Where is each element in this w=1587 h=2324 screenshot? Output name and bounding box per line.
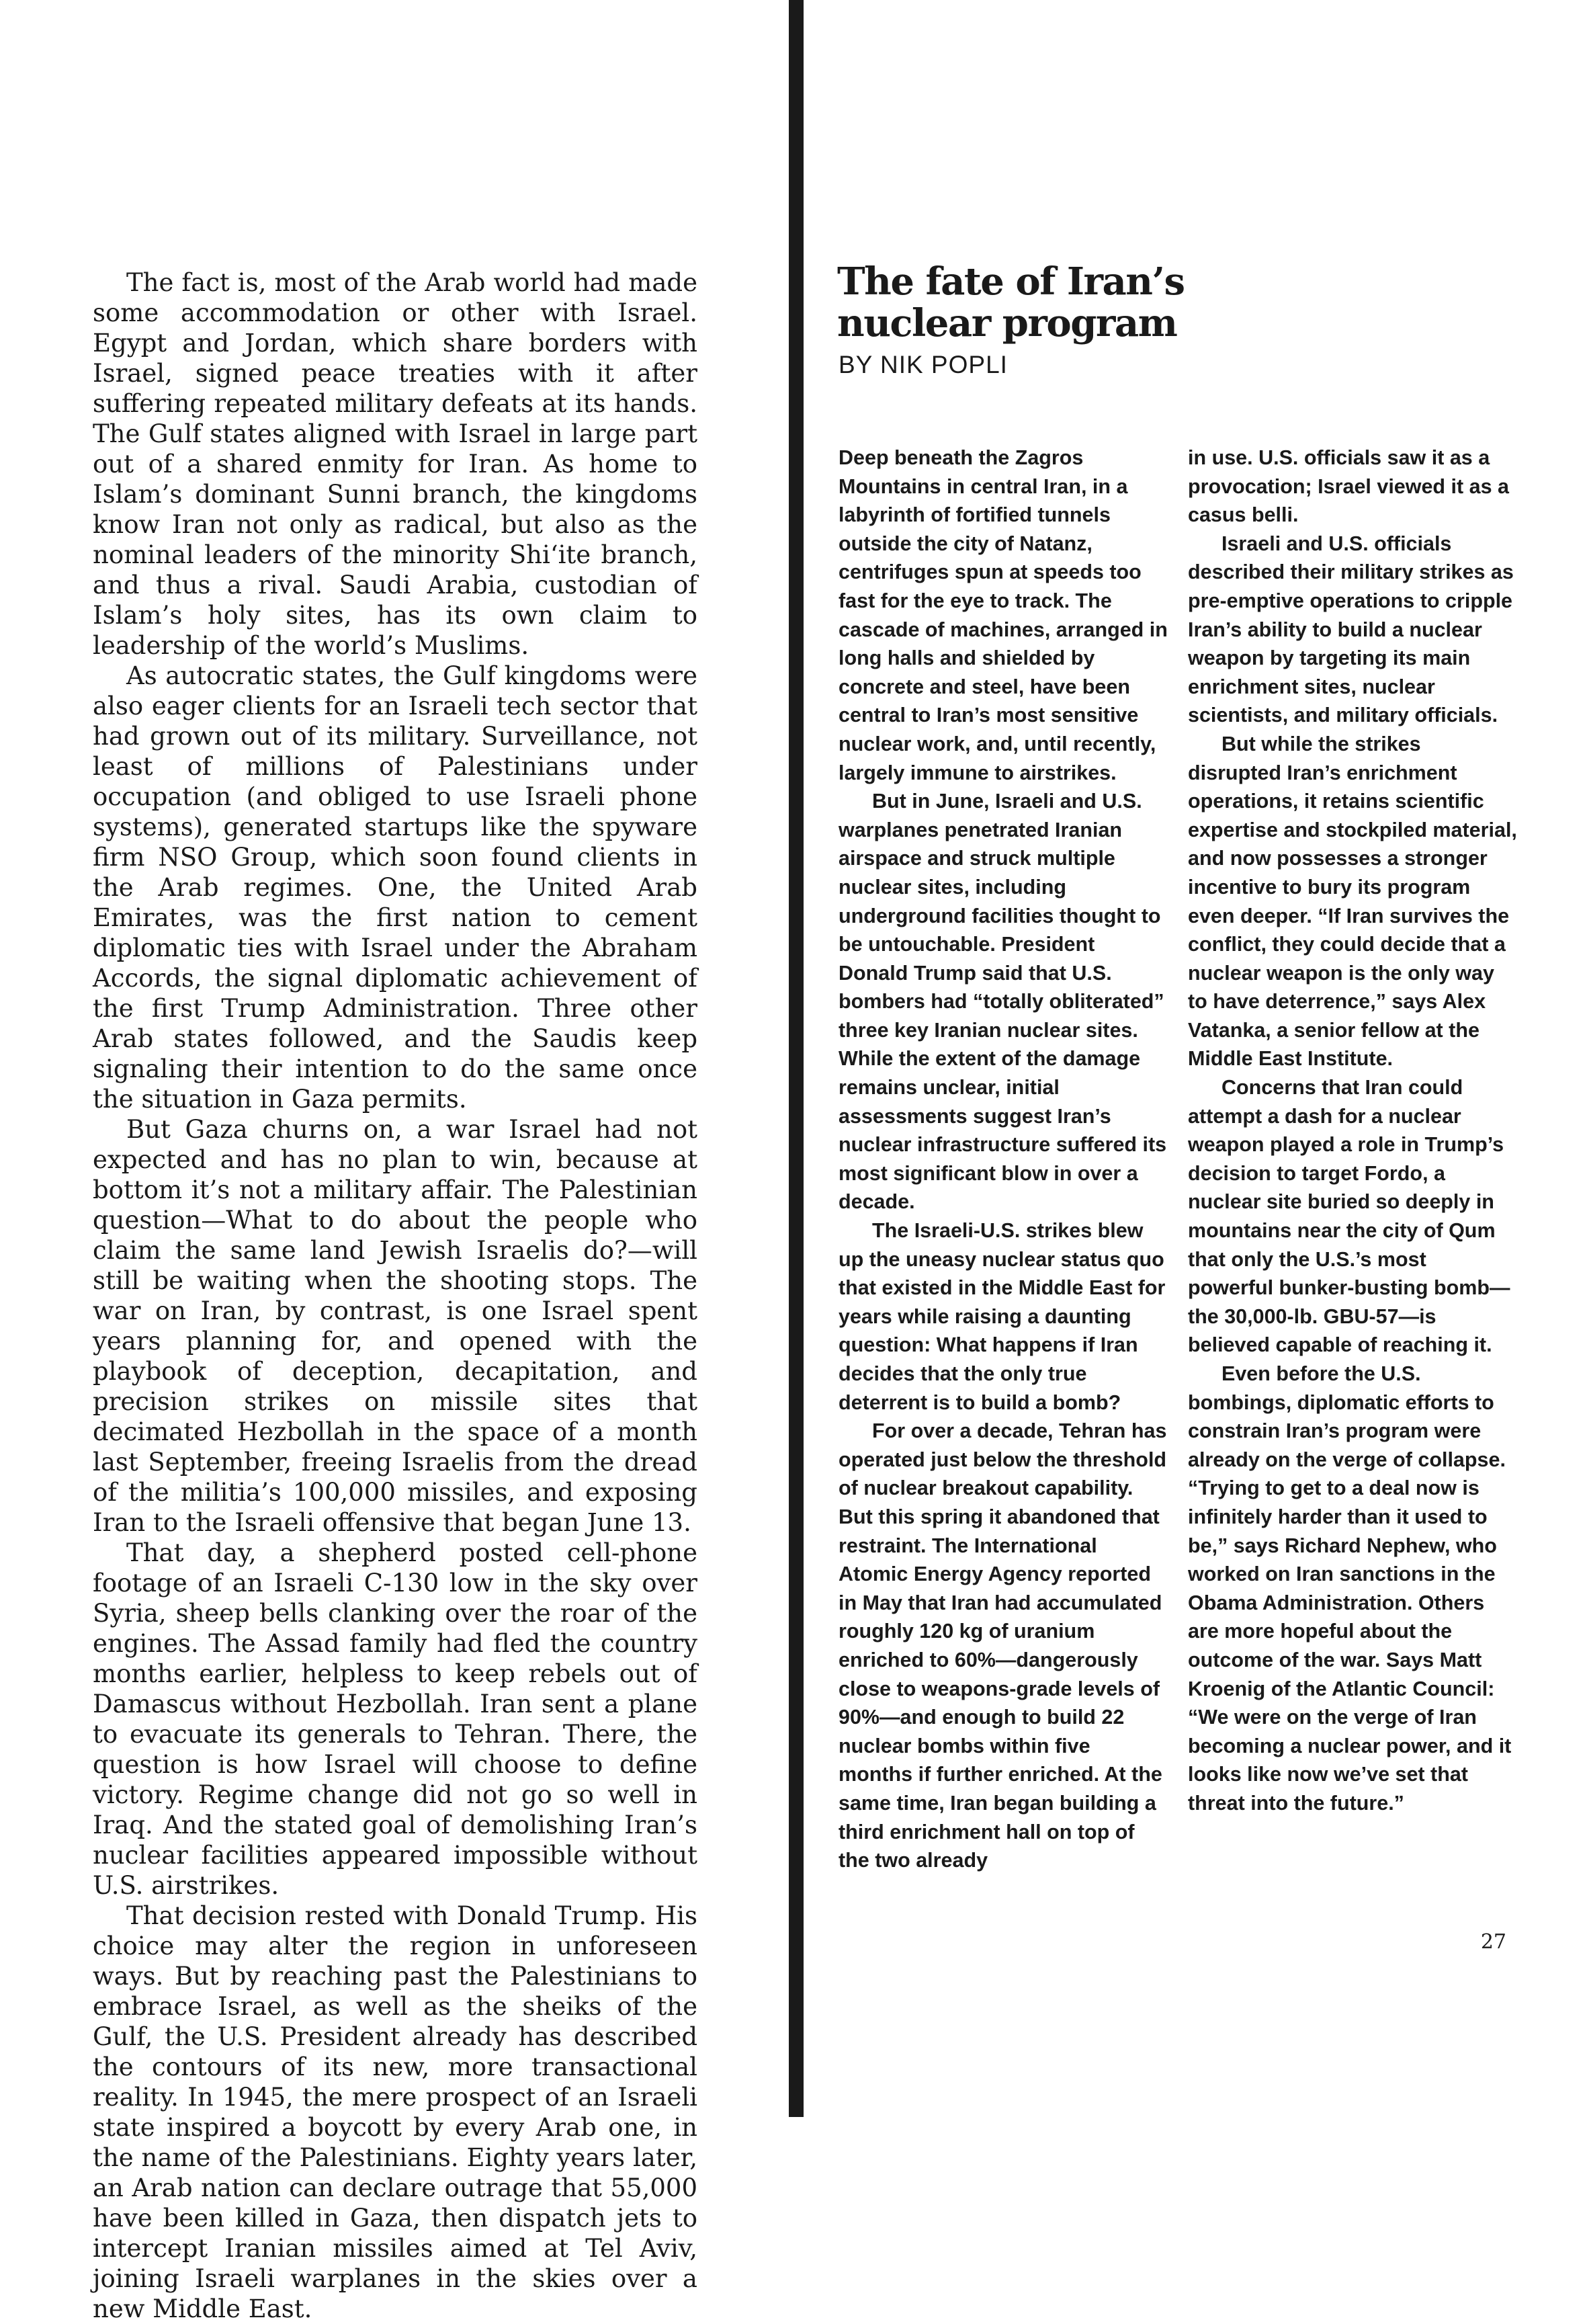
- page-number: 27: [1480, 1930, 1506, 1954]
- article-paragraph: But Gaza churns on, a war Israel had not expected and has no plan to win, because at bottom it’s not a military affair. The Palestinian question—What to do about the people who claim the same land Jewish Israelis do?—will still be waiting when the shooting stops. The war on Iran, by contrast, is one Israel spent years planning for, and opened with the playbook of deception, decapitation, and precision strikes on missile sites that decimated Hezbollah in the space of a month last September, freeing Israelis from the dread of the militia’s 100,000 missiles, and exposing Iran to the Israeli offensive that began June 13.: [93, 1115, 697, 1537]
- sidebar-paragraph: For over a decade, Tehran has operated just below the threshold of nuclear breakout capability. But this spring it abandoned that restraint. The International Atomic Energy Agency reported in May that Iran had accumulated roughly 120 kg of uranium enriched to 60%—dangerously close to weapons-grade levels of 90%—and enough to build 22 nuclear bombs within five months if further enriched. At the same time, Iran began building a third enrichment hall on top of the two already: [839, 1419, 1167, 1872]
- sidebar-paragraph: But while the strikes disrupted Iran’s enrichment operations, it retains scientific expertise and stockpiled material, and now possesses a stronger incentive to bury its program even deeper. “If Iran survives the conflict, they could decide that a nuclear weapon is the only way to have deterrence,” says Alex Vatanka, a senior fellow at the Middle East Institute.: [1188, 732, 1517, 1071]
- article-paragraph: The fact is, most of the Arab world had made some accommodation or other with Israel. Egypt and Jordan, which share borders with Israel, signed peace treaties with it after suffering repeated military defeats at its hands. The Gulf states aligned with Israel in large part out of a shared enmity for Iran. As home to Islam’s dominant Sunni branch, the kingdoms know Iran not only as radical, but also as the nominal leaders of the minority Shi‘ite branch, and thus a rival. Saudi Arabia, custodian of Islam’s holy sites, has its own claim to leadership of the world’s Muslims.: [93, 268, 697, 660]
- sidebar-paragraph: Deep beneath the Zagros Mountains in central Iran, in a labyrinth of fortified tunnels outside the city of Natanz, centrifuges spun at speeds too fast for the eye to track. The cascade of machines, arranged in long halls and shielded by concrete and steel, have been central to Iran’s most sensitive nuclear work, and, until recently, largely immune to airstrikes.: [839, 446, 1168, 784]
- column-divider-rule: [789, 0, 804, 2117]
- sidebar-paragraph: Concerns that Iran could attempt a dash for a nuclear weapon played a role in Trump’s decision to target Fordo, a nuclear site buried so deeply in mountains near the city of Qum that only the U.S.’s most powerful bunker-busting bomb—the 30,000-lb. GBU-57—is believed capable of reaching it.: [1188, 1076, 1510, 1357]
- sidebar-paragraph: But in June, Israeli and U.S. warplanes penetrated Iranian airspace and struck multiple nuclear sites, including underground facilities thought to be untouchable. President Donald Trump said that U.S. bombers had “totally obliterated” three key Iranian nuclear sites. While the extent of the damage remains unclear, initial assessments suggest Iran’s nuclear infrastructure suffered its most significant blow in over a decade.: [839, 790, 1167, 1214]
- main-article-column: [93, 267, 697, 2323]
- sidebar-paragraph: The Israeli-U.S. strikes blew up the uneasy nuclear status quo that existed in the Middle East for years while raising a daunting question: What happens if Iran decides that the only true deterrent is to build a bomb?: [839, 1219, 1166, 1414]
- article-paragraph: That day, a shepherd posted cell-phone footage of an Israeli C-130 low in the sky over Syria, sheep bells clanking over the roar of the engines. The Assad family had fled the country months earlier, helpless to keep rebels out of Damascus without Hezbollah. Iran sent a plane to evacuate its generals to Tehran. There, the question is how Israel will choose to define victory. Regime change did not go so well in Iraq. And the stated goal of demolishing Iran’s nuclear facilities appeared impossible without U.S. airstrikes.: [93, 1538, 697, 1900]
- sidebar-column-1: [839, 444, 1168, 2030]
- sidebar-headline: The fate of Iran’s nuclear program: [837, 259, 1185, 345]
- sidebar-paragraph: in use. U.S. officials saw it as a provocation; Israel viewed it as a casus belli.: [1188, 446, 1510, 527]
- article-paragraph: As autocratic states, the Gulf kingdoms were also eager clients for an Israeli tech sector that had grown out of its military. Surveillance, not least of millions of Palestinians under occupation (and obliged to use Israeli phone systems), generated startups like the spyware firm NSO Group, which soon found clients in the Arab regimes. One, the United Arab Emirates, was the first nation to cement diplomatic ties with Israel under the Abraham Accords, the signal diplomatic achievement of the first Trump Administration. Three other Arab states followed, and the Saudis keep signaling their intention to do the same once the situation in Gaza permits.: [93, 661, 697, 1114]
- sidebar-column-2: [1188, 444, 1517, 2030]
- sidebar-byline: BY NIK POPLI: [839, 351, 1008, 378]
- article-paragraph: That decision rested with Donald Trump. His choice may alter the region in unforeseen ways. But by reaching past the Palestinians to embrace Israel, as well as the sheiks of the Gulf, the U.S. President already has described the contours of its new, more transactional reality. In 1945, the mere prospect of an Israeli state inspired a boycott by every Arab one, in the name of the Palestinians. Eighty years later, an Arab nation can declare outrage that 55,000 have been killed in Gaza, then dispatch jets to intercept Iranian missiles aimed at Tel Aviv, joining Israeli warplanes in the skies over a new Middle East.: [93, 1901, 697, 2323]
- sidebar-paragraph: Israeli and U.S. officials described their military strikes as pre-emptive operations to cripple Iran’s ability to build a nuclear weapon by targeting its main enrichment sites, nuclear scientists, and military officials.: [1188, 532, 1514, 727]
- sidebar-paragraph: Even before the U.S. bombings, diplomatic efforts to constrain Iran’s program were already on the verge of collapse. “Trying to get to a deal now is infinitely harder than it used to be,” says Richard Nephew, who worked on Iran sanctions in the Obama Administration. Others are more hopeful about the outcome of the war. Says Matt Kroenig of the Atlantic Council: “We were on the verge of Iran becoming a nuclear power, and it looks like now we’ve set that threat into the future.”: [1188, 1362, 1512, 1815]
